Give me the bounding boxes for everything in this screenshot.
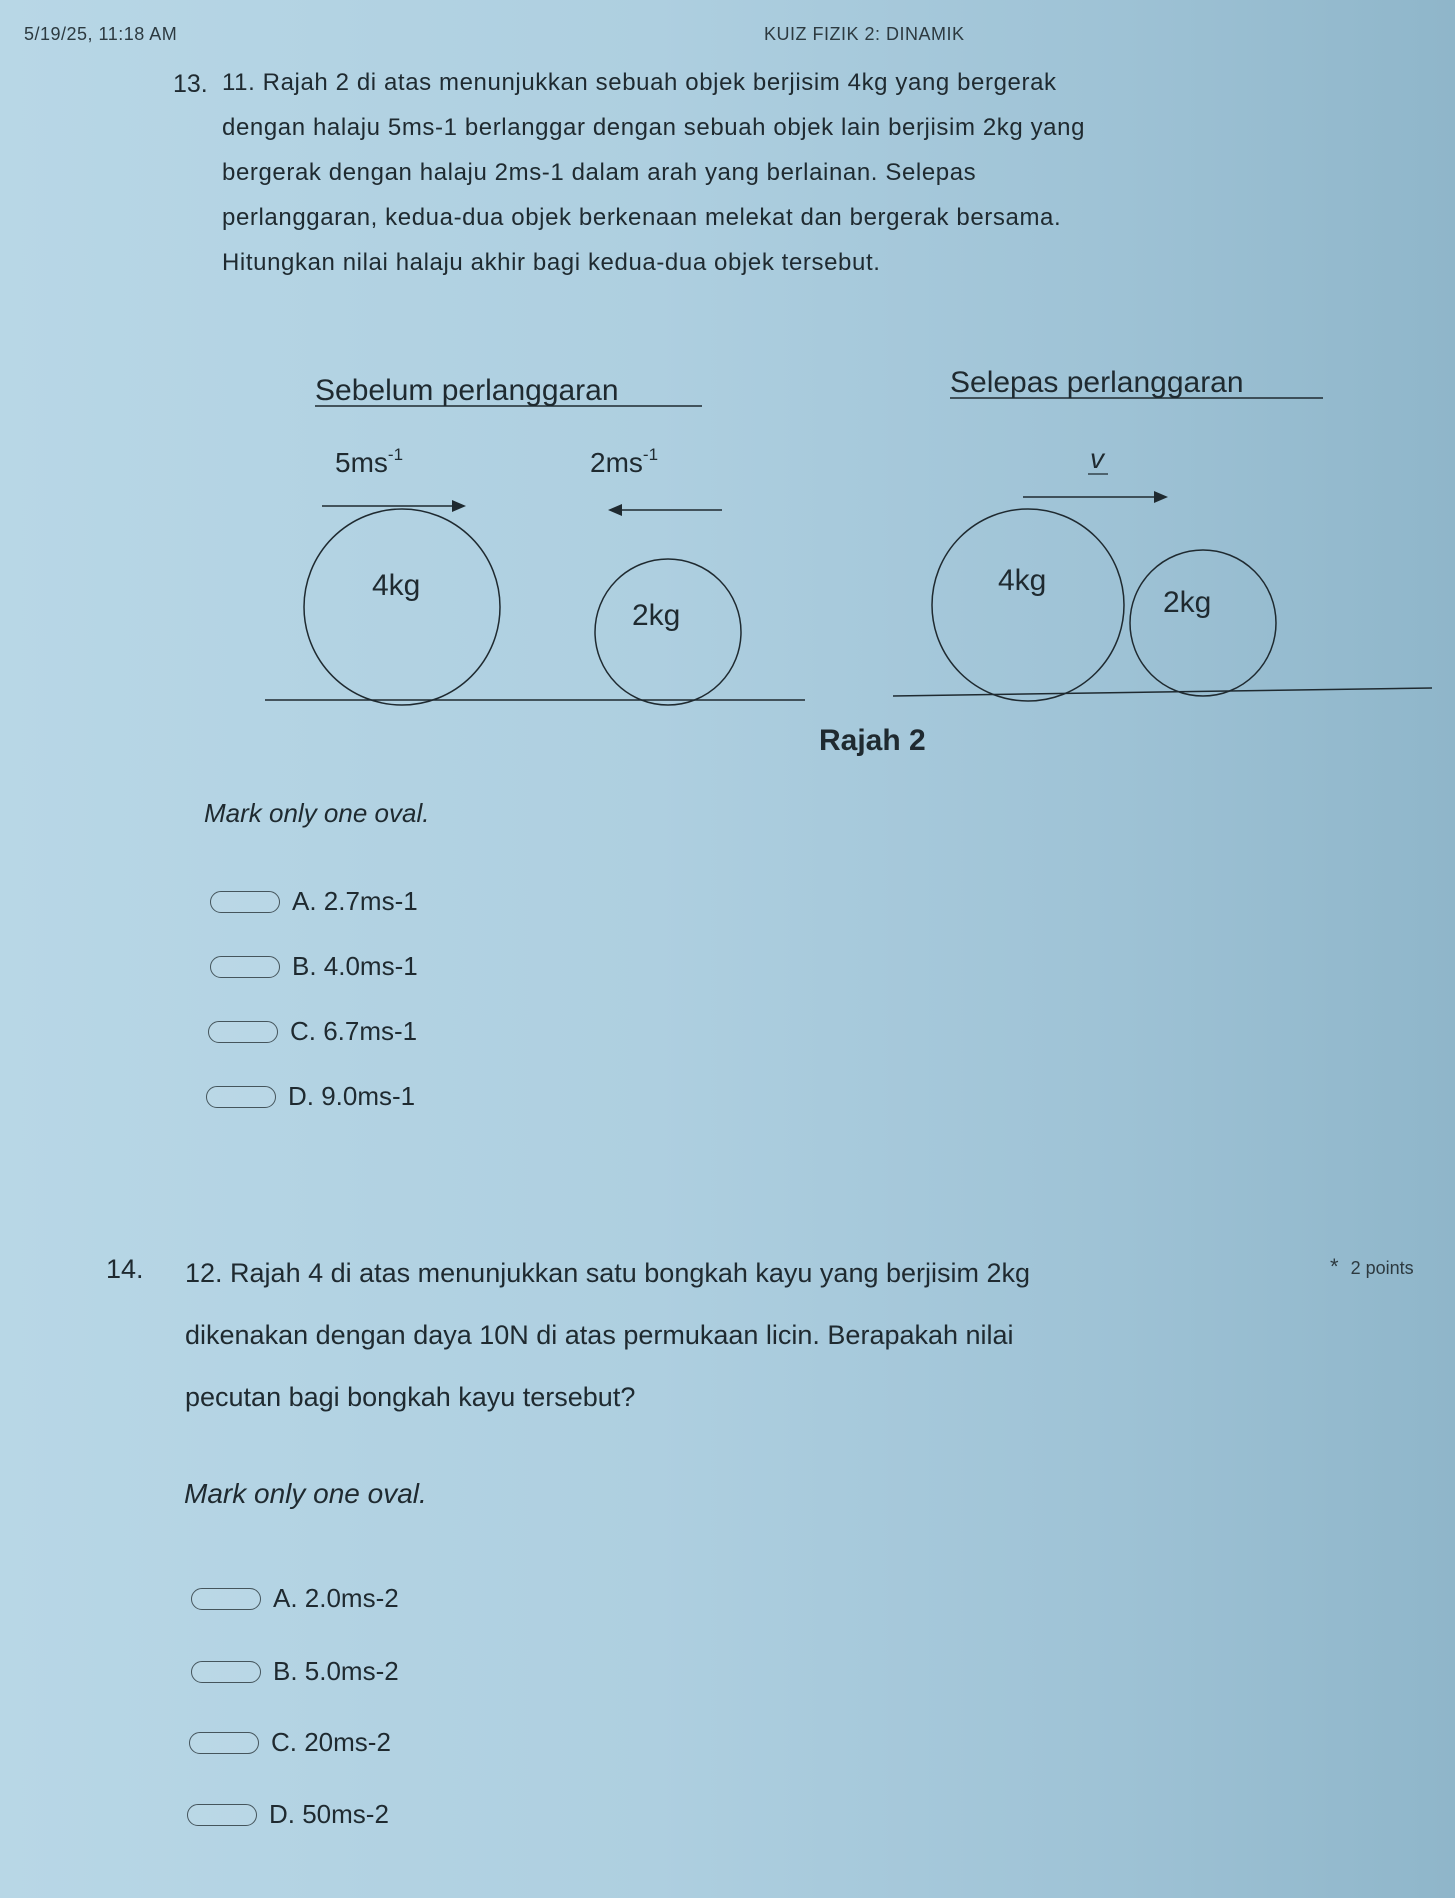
- question-line: Hitungkan nilai halaju akhir bagi kedua-dua objek tersebut.: [222, 249, 881, 276]
- mass-4kg-combined-circle: [932, 509, 1124, 701]
- points-label: 2 points: [1350, 1258, 1414, 1278]
- option-c[interactable]: [189, 1727, 391, 1758]
- ground-line-after: [893, 688, 1432, 696]
- mass-2kg-label: 2kg: [632, 599, 681, 632]
- velocity-label-5: $5ms^{-1}$: [335, 445, 404, 478]
- after-title: Selepas perlanggaran: [950, 366, 1244, 399]
- mass-2kg-circle: [595, 559, 741, 705]
- required-star: *: [1330, 1254, 1339, 1279]
- option-d[interactable]: [187, 1799, 389, 1830]
- option-c[interactable]: [208, 1016, 417, 1047]
- velocity-label-2: $2ms^{-1}$: [590, 445, 659, 478]
- option-b[interactable]: [191, 1656, 399, 1687]
- print-timestamp: 5/19/25, 11:18 AM: [24, 24, 178, 44]
- arrow-right-icon: [1023, 491, 1168, 503]
- option-label: A. 2.0ms-2: [273, 1583, 399, 1613]
- question-line: perlanggaran, kedua-dua objek berkenaan melekat dan bergerak bersama.: [222, 204, 1062, 231]
- option-label: D. 9.0ms-1: [288, 1081, 416, 1111]
- option-label: C. 6.7ms-1: [290, 1016, 418, 1046]
- question-line: bergerak dengan halaju 2ms-1 dalam arah yang berlainan. Selepas: [222, 159, 977, 186]
- option-label: A. 2.7ms-1: [292, 886, 418, 916]
- option-a[interactable]: [210, 886, 418, 917]
- radio-oval[interactable]: [191, 1661, 261, 1683]
- before-title: Sebelum perlanggaran: [315, 374, 619, 407]
- instruction-text: Mark only one oval.: [184, 1478, 427, 1509]
- figure-caption: Rajah 2: [819, 724, 926, 757]
- option-label: B. 5.0ms-2: [273, 1656, 399, 1686]
- points-indicator: [1330, 1254, 1414, 1280]
- question-number: 13.: [173, 70, 208, 98]
- instruction-text: Mark only one oval.: [204, 798, 430, 828]
- form-title: KUIZ FIZIK 2: DINAMIK: [764, 24, 965, 44]
- radio-oval[interactable]: [210, 956, 280, 978]
- arrow-left-icon: [608, 504, 722, 516]
- option-b[interactable]: [210, 951, 418, 982]
- option-label: C. 20ms-2: [271, 1727, 391, 1757]
- mass-4kg-circle: [304, 509, 500, 705]
- option-d[interactable]: [206, 1081, 415, 1112]
- radio-oval[interactable]: [210, 891, 280, 913]
- radio-oval[interactable]: [189, 1732, 259, 1754]
- option-a[interactable]: [191, 1583, 399, 1614]
- arrow-right-icon: [322, 500, 466, 512]
- question-number: 14.: [106, 1254, 144, 1284]
- question-line: dikenakan dengan daya 10N di atas permukaan licin. Berapakah nilai: [185, 1320, 1014, 1350]
- question-line: 12. Rajah 4 di atas menunjukkan satu bongkah kayu yang berjisim 2kg: [185, 1258, 1031, 1288]
- question-line: 11. Rajah 2 di atas menunjukkan sebuah objek berjisim 4kg yang bergerak: [222, 69, 1057, 96]
- radio-oval[interactable]: [191, 1588, 261, 1610]
- question-text: [222, 60, 1342, 285]
- mass-4kg-combined-label: 4kg: [998, 564, 1047, 597]
- radio-oval[interactable]: [187, 1804, 257, 1826]
- final-velocity-label: v: [1090, 443, 1104, 474]
- radio-oval[interactable]: [206, 1086, 276, 1108]
- option-label: B. 4.0ms-1: [292, 951, 418, 981]
- radio-oval[interactable]: [208, 1021, 278, 1043]
- collision-diagram: [0, 340, 1455, 780]
- mass-2kg-combined-label: 2kg: [1163, 586, 1212, 619]
- mass-2kg-combined-circle: [1130, 550, 1276, 696]
- question-line: pecutan bagi bongkah kayu tersebut?: [185, 1382, 636, 1412]
- mass-4kg-label: 4kg: [372, 569, 421, 602]
- option-label: D. 50ms-2: [269, 1799, 389, 1829]
- question-line: dengan halaju 5ms-1 berlanggar dengan sebuah objek lain berjisim 2kg yang: [222, 114, 1086, 141]
- question-text: [185, 1242, 1265, 1428]
